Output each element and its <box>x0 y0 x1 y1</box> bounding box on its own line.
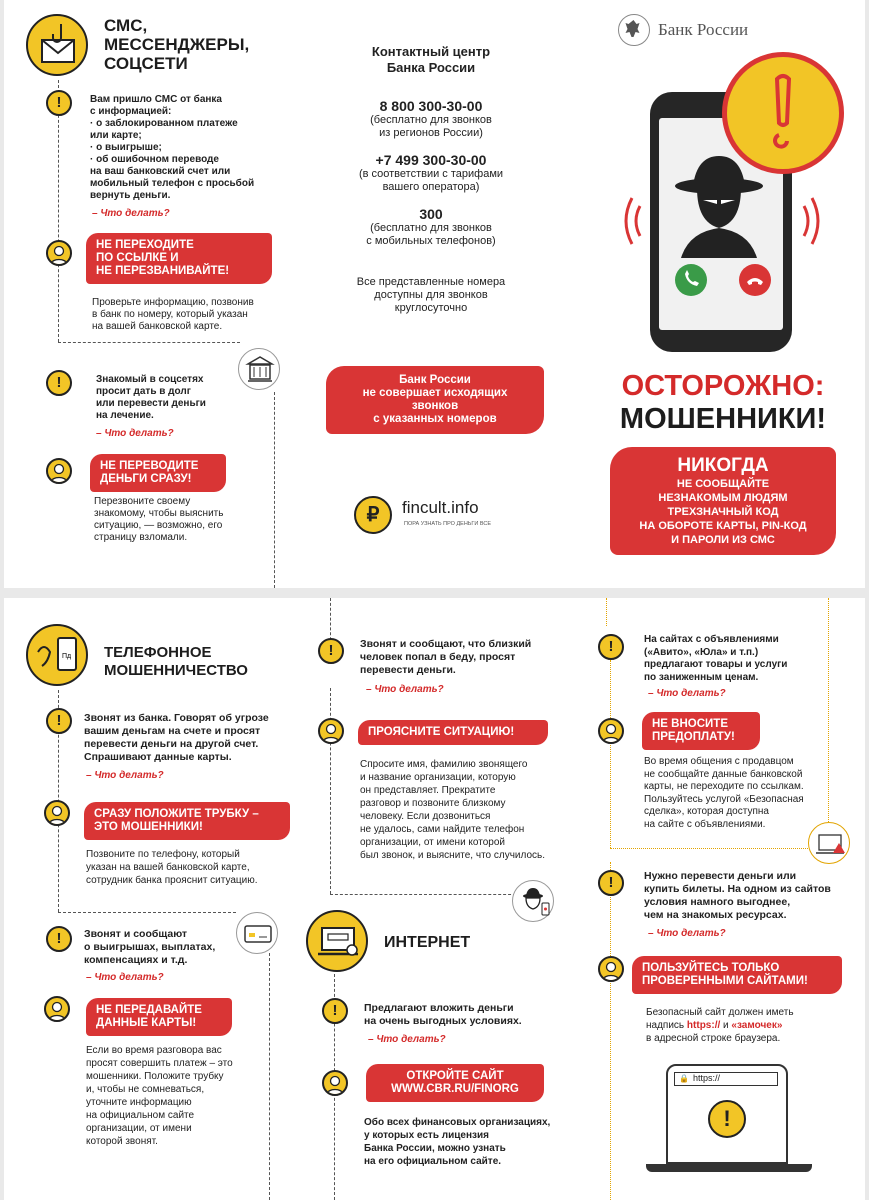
lock-icon: 🔒 <box>679 1074 689 1083</box>
big-alert-icon <box>722 52 844 174</box>
sms-case1-explanation: Проверьте информацию, позвонив в банк по номеру, который указан на вашей банковской карте. <box>92 297 254 332</box>
laptop-warning-icon <box>808 822 850 864</box>
what-to-do-label: – Что делать? <box>86 770 164 781</box>
phone-case1-explanation: Позвоните по телефону, который указан на вашей банковской карте, сотрудник банка прояснит ситуацию. <box>86 849 258 886</box>
phone-call-icon <box>26 624 88 686</box>
laptop-base <box>646 1164 812 1172</box>
availability-note: Все представленные номера доступны для звонков круглосуточно <box>356 276 506 314</box>
phone-number-1[interactable]: 8 800 300-30-00 <box>379 98 483 114</box>
phone-section-title: ТЕЛЕФОННОЕ МОШЕННИЧЕСТВО <box>104 644 248 679</box>
brochure-inner-side <box>4 598 865 1200</box>
sms-case2-explanation: Перезвоните своему знакомому, чтобы выяснить ситуацию, — возможно, его страницу взломали. <box>94 496 224 543</box>
sms-case1-text: Вам пришло СМС от банка с информацией: · о заблокированном платеже или карте; · о выигрыше; · об ошибочном переводе на ваш банковский счет или мобильный телефон с просьбой вернуть деньги. <box>90 94 255 201</box>
contact-title: Контактный центр <box>371 44 491 59</box>
alert-icon: ! <box>708 1100 746 1138</box>
fincult-logo[interactable]: fincult.info <box>402 498 479 517</box>
phone-case1-advice: СРАЗУ ПОЛОЖИТЕ ТРУБКУ – ЭТО МОШЕННИКИ! <box>84 802 290 840</box>
phone-case1-text: Звонят из банка. Говорят об угрозе вашим деньгам на счете и просят перевести деньги на другой счет. Спрашивают данные карты. <box>84 712 269 763</box>
phone-case2-advice: НЕ ПЕРЕДАВАЙТЕ ДАННЫЕ КАРТЫ! <box>86 998 232 1036</box>
lock-term: «замочек» <box>731 1020 783 1031</box>
what-to-do-label: – Что делать? <box>366 684 444 695</box>
alert-icon: ! <box>46 90 72 116</box>
person-icon <box>46 458 72 484</box>
right-case2-text: Нужно перевести деньги или купить билеты. На одном из сайтов условия намного выгоднее, чем на знакомых ресурсах. <box>644 870 831 921</box>
internet-section-title: ИНТЕРНЕТ <box>384 934 471 951</box>
alert-icon: ! <box>46 370 72 396</box>
middle-case1-advice: ПРОЯСНИТЕ СИТУАЦИЮ! <box>358 720 548 745</box>
alert-icon: ! <box>598 634 624 660</box>
internet-case-advice: ОТКРОЙТЕ САЙТ WWW.CBR.RU/FINORG <box>366 1064 544 1102</box>
contact-center: Контактный центр Банка России 8 800 300-30-00 (бесплатно для звонков из регионов России) +7 499 300-30-00 (в соответствии с тарифами вашего оператора) 300 (бесплатно для звонков с мобильных телефонов) Все представленные номера доступны для звонков круглосуточно <box>316 44 546 315</box>
what-to-do-label: – Что делать? <box>86 972 164 983</box>
https-term: https:// <box>686 1020 721 1031</box>
sms-case2-advice: НЕ ПЕРЕВОДИТЕ ДЕНЬГИ СРАЗУ! <box>90 454 226 492</box>
bank-of-russia-logo-text: Банк России <box>658 20 749 39</box>
person-icon <box>44 800 70 826</box>
ring-waves-right-icon <box>798 186 834 256</box>
middle-case1-text: Звонят и сообщают, что близкий человек попал в беду, просят перевести деньги. <box>360 638 532 676</box>
what-to-do-label: – Что делать? <box>648 928 726 939</box>
address-bar[interactable] <box>674 1072 778 1086</box>
person-icon <box>322 1070 348 1096</box>
alert-icon: ! <box>598 870 624 896</box>
sms-case1-advice: НЕ ПЕРЕХОДИТЕ ПО ССЫЛКЕ И НЕ ПЕРЕЗВАНИВАЙТЕ! <box>86 233 272 284</box>
laptop-icon <box>306 910 368 972</box>
alert-icon: ! <box>46 926 72 952</box>
person-icon <box>598 956 624 982</box>
alert-icon: ! <box>46 708 72 734</box>
middle-case1-explanation: Спросите имя, фамилию звонящего и название организации, которую он представляет. Прекратите разговор и позвоните близкому человеку. Если дозвониться не удалось, сами найдите телефон организации, от имени которой был звонок, и выясните, что случилось. <box>360 759 546 861</box>
envelope-icon <box>26 14 88 76</box>
svg-text:Пд: Пд <box>62 653 72 660</box>
alert-icon: ! <box>322 998 348 1024</box>
what-to-do-label: – Что делать? <box>96 428 174 439</box>
person-icon <box>44 996 70 1022</box>
internet-case-explanation: Обо всех финансовых организациях, у которых есть лицензия Банка России, можно узнать на его официальном сайте. <box>364 1117 551 1167</box>
browser-window <box>666 1064 788 1164</box>
right-case2-advice: ПОЛЬЗУЙТЕСЬ ТОЛЬКО ПРОВЕРЕННЫМИ САЙТАМИ! <box>632 956 842 994</box>
phone-number-3[interactable]: 300 <box>419 206 443 222</box>
coin-icon: ₽ <box>354 496 392 534</box>
person-icon <box>598 718 624 744</box>
right-case2-explanation: Безопасный сайт должен иметь надпись https:// и «замочек» в адресной строке браузера. <box>646 1007 794 1044</box>
internet-case-text: Предлагают вложить деньги на очень выгодных условиях. <box>364 1002 522 1027</box>
right-case1-advice: НЕ ВНОСИТЕ ПРЕДОПЛАТУ! <box>642 712 760 750</box>
hacker-icon <box>512 880 554 922</box>
no-outgoing-calls-banner: Банк России не совершает исходящих звонков с указанных номеров <box>326 366 544 434</box>
phone-case2-explanation: Если во время разговора вас просят совершить платеж – это мошенники. Положите трубку и, чтобы не сомневаться, уточните информацию на официальном сайте организации, от имени которой звонят. <box>86 1045 233 1147</box>
person-icon <box>318 718 344 744</box>
never-share-banner: НИКОГДА НЕ СООБЩАЙТЕ НЕЗНАКОМЫМ ЛЮДЯМ ТРЕХЗНАЧНЫЙ КОД НА ОБОРОТЕ КАРТЫ, PIN-КОД И ПАРОЛИ ИЗ СМС <box>610 447 836 555</box>
ring-waves-left-icon <box>610 186 646 256</box>
right-case1-explanation: Во время общения с продавцом не сообщайте данные банковской карты, не переходите по ссылкам. Пользуйтесь услугой «Безопасная сделка», которая доступна на сайте с объявлениями. <box>644 756 804 830</box>
fincult-tagline: ПОРА УЗНАТЬ ПРО ДЕНЬГИ ВСЕ <box>404 521 491 527</box>
phone-case2-text: Звонят и сообщают о выигрышах, выплатах, компенсациях и т.д. <box>84 928 216 966</box>
sms-section-title: СМС, МЕССЕНДЖЕРЫ, СОЦСЕТИ <box>104 16 250 73</box>
phone-number-2[interactable]: +7 499 300-30-00 <box>375 152 487 168</box>
sms-case2-text: Знакомый в соцсетях просит дать в долг или перевести деньги на лечение. <box>96 374 206 421</box>
what-to-do-label: – Что делать? <box>368 1034 446 1045</box>
alert-icon: ! <box>318 638 344 664</box>
card-icon <box>236 912 278 954</box>
address-bar-url: https:// <box>693 1073 721 1083</box>
brochure-outer-side <box>4 0 865 588</box>
bank-of-russia-emblem-icon <box>618 14 650 46</box>
what-to-do-label: – Что делать? <box>92 208 170 219</box>
bank-icon <box>238 348 280 390</box>
person-icon <box>46 240 72 266</box>
cbr-finorg-link[interactable]: WWW.CBR.RU/FINORG <box>391 1083 519 1095</box>
headline: ОСТОРОЖНО: МОШЕННИКИ! <box>619 370 827 435</box>
right-case1-text: На сайтах с объявлениями («Авито», «Юла» и т.п.) предлагают товары и услуги по заниженным ценам. <box>644 634 788 683</box>
what-to-do-label: – Что делать? <box>648 688 726 699</box>
